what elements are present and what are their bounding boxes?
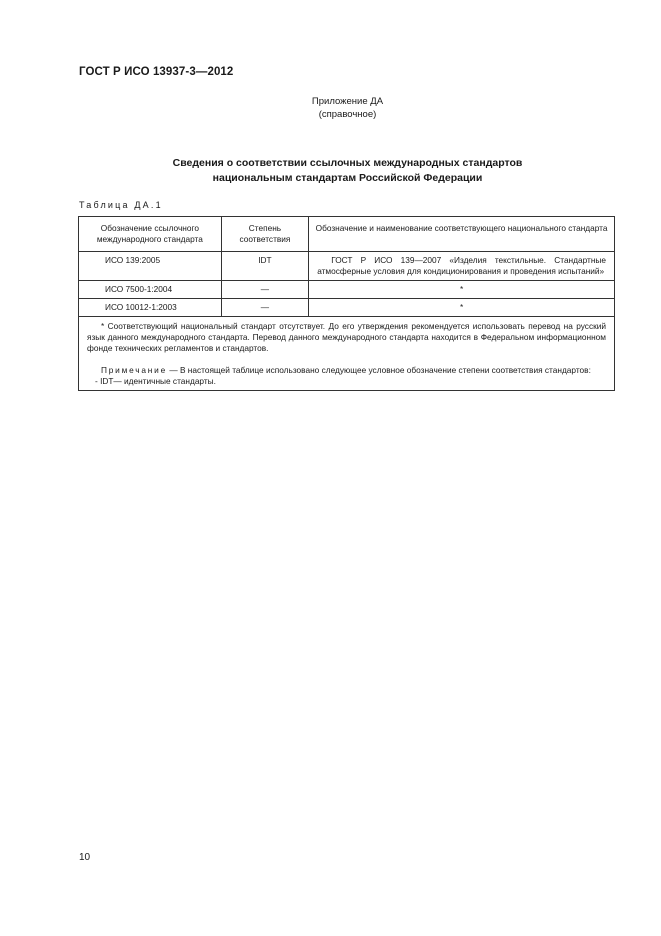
- appendix-label: Приложение ДА: [311, 96, 384, 107]
- cell-degree: —: [221, 281, 308, 299]
- appendix-heading: [0, 95, 661, 121]
- table-caption: Таблица ДА.1: [79, 200, 163, 210]
- cell-code: ИСО 10012-1:2003: [79, 299, 222, 317]
- table-row: [79, 252, 615, 281]
- table-header-row: [79, 217, 615, 252]
- footnote: * Соответствующий национальный стандарт отсутствует. До его утверждения рекомендуется использовать перевод на русский язык данного международного стандарта. Перевод данного международного стандарта находится в Федеральном информационном фонде технических регламентов и стандартов.: [87, 321, 606, 353]
- cell-national: [309, 252, 615, 281]
- section-title-line-1: Сведения о соответствии ссылочных международных стандартов: [172, 157, 523, 169]
- note: [87, 365, 606, 376]
- appendix-type: (справочное): [318, 109, 377, 120]
- note-text: — В настоящей таблице использовано следующее условное обозначение степени соответствия стандартов:: [167, 365, 591, 375]
- page-number: 10: [79, 852, 91, 863]
- header-degree: Степень соответствия: [221, 217, 308, 252]
- header-national-standard: Обозначение и наименование соответствующего национального стандарта: [309, 217, 615, 252]
- section-title: [0, 156, 661, 186]
- correspondence-table: [78, 216, 615, 391]
- cell-national: *: [309, 281, 615, 299]
- document-header: ГОСТ Р ИСО 13937-3—2012: [79, 66, 234, 78]
- cell-code: ИСО 7500-1:2004: [79, 281, 222, 299]
- table-notes-row: [79, 317, 615, 391]
- table-row: [79, 281, 615, 299]
- header-international-standard: Обозначение ссылочного международного стандарта: [79, 217, 222, 252]
- cell-national: *: [309, 299, 615, 317]
- cell-degree: —: [221, 299, 308, 317]
- note-label: Примечание: [101, 365, 168, 375]
- cell-degree: IDT: [221, 252, 308, 281]
- cell-code: ИСО 139:2005: [79, 252, 222, 281]
- cell-national-text: ГОСТ Р ИСО 139—2007 «Изделия текстильные. Стандартные атмосферные условия для кондиционирования и проведения испытаний»: [317, 255, 606, 276]
- table-notes: [79, 317, 615, 391]
- note-item: - IDT— идентичные стандарты.: [95, 376, 216, 386]
- section-title-line-2: национальным стандартам Российской Федерации: [212, 172, 483, 184]
- table-row: [79, 299, 615, 317]
